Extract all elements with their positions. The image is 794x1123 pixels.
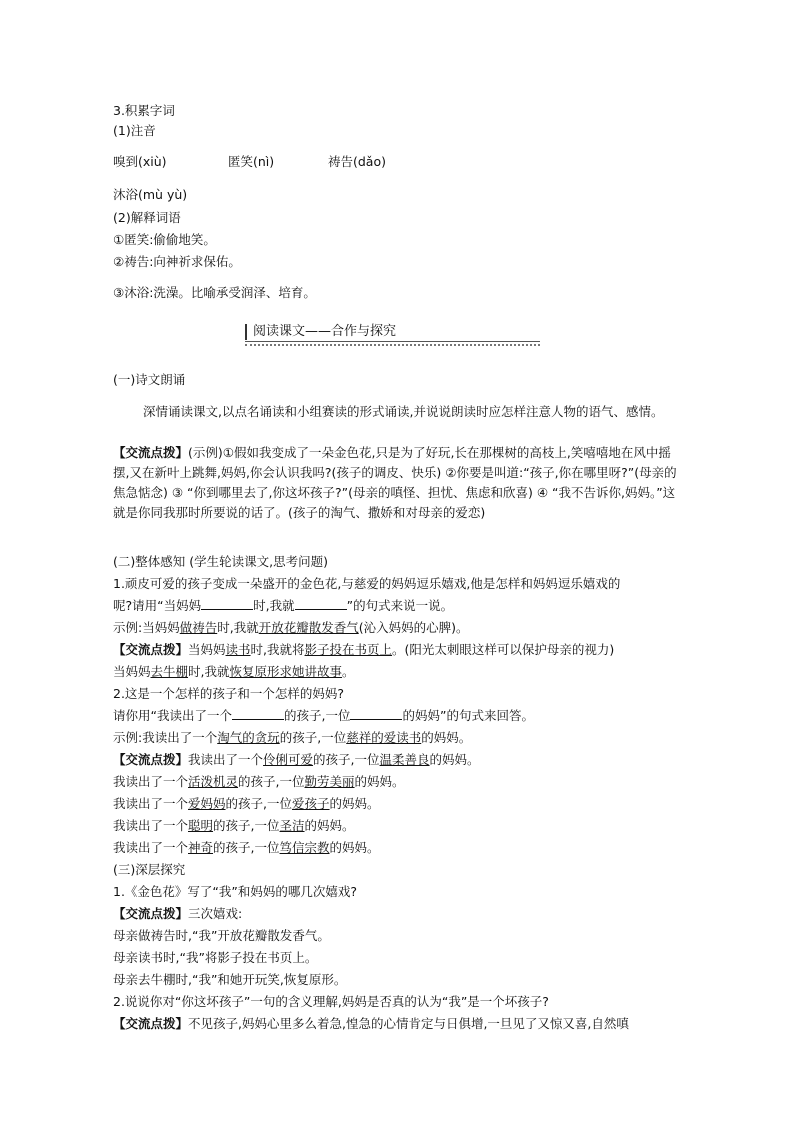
underlined-answer: 神奇	[188, 840, 214, 855]
section-header	[245, 322, 540, 346]
section-header-bar	[245, 324, 247, 340]
part3-tip1	[113, 905, 242, 923]
underlined-answer: 淘气的贪玩	[217, 730, 280, 745]
text: 我读出了一个	[188, 752, 264, 767]
text: 我读出了一个	[113, 796, 189, 811]
underlined-answer: 笃信宗教	[279, 840, 330, 855]
text: 当妈妈	[188, 642, 226, 657]
fill-blank	[232, 707, 284, 720]
text: 呢?请用“当妈妈	[113, 598, 202, 613]
part2-example2	[113, 729, 471, 747]
text: 的孩子,一位	[279, 730, 347, 745]
text: 的妈妈。	[354, 774, 405, 789]
section-title: 阅读课文——合作与探究	[253, 324, 397, 339]
definition-2: ②祷告:向神祈求保佑。	[113, 254, 241, 269]
underlined-answer: 爱孩子	[292, 796, 330, 811]
part3-q2: 2.说说你对“你这坏孩子”一句的含义理解,妈妈是否真的认为“我”是一个坏孩子?	[113, 994, 549, 1009]
part2-tip-line2	[113, 663, 355, 681]
section-dotted-rule	[245, 344, 540, 346]
text: 。	[342, 664, 355, 679]
fill-blank	[201, 597, 253, 610]
part3-title: (三)深层探究	[113, 862, 186, 877]
underlined-answer: 伶俐可爱	[263, 752, 314, 767]
text: 时,我就	[217, 620, 259, 635]
text: 的孩子,一位	[225, 796, 293, 811]
part2-tip-line1	[113, 641, 614, 659]
pinyin-word-1: 嗅到(xiù)	[113, 154, 167, 169]
heading-accumulate-words: 3.积累字词	[113, 103, 175, 118]
part3-play-1: 母亲做祷告时,“我”开放花瓣散发香气。	[113, 928, 330, 943]
text: 示例:当妈妈	[113, 620, 180, 635]
text: 请你用“我读出了一个	[113, 708, 232, 723]
text: 的妈妈。	[329, 796, 380, 811]
fill-blank	[350, 707, 402, 720]
definition-1: ①匿笑:偷偷地笑。	[113, 232, 216, 247]
text: 时,我就将	[250, 642, 305, 657]
part2-tip2-line3	[113, 795, 380, 813]
definition-3: ③沐浴:洗澡。比喻承受润泽、培育。	[113, 285, 316, 300]
subheading-pinyin: (1)注音	[113, 123, 156, 138]
underlined-answer: 开放花瓣散发香气	[258, 620, 359, 635]
underlined-answer: 活泼机灵	[188, 774, 239, 789]
part1-tip	[113, 443, 683, 523]
text: 。(阳光太刺眼这样可以保护母亲的视力)	[392, 642, 615, 657]
pinyin-word-3: 祷告(dǎo)	[328, 154, 386, 169]
tip-label: 【交流点拨】	[113, 1016, 189, 1031]
part2-tip2-line1	[113, 751, 480, 769]
part3-tip2	[113, 1015, 629, 1033]
part2-q1-line2	[113, 597, 453, 615]
text: 的孩子,一位	[313, 752, 380, 767]
underlined-answer: 做祷告	[179, 620, 218, 635]
part2-example1	[113, 619, 469, 637]
part1-title: (一)诗文朗诵	[113, 372, 186, 387]
text: 我读出了一个	[113, 840, 189, 855]
fill-blank	[295, 597, 347, 610]
part2-q2: 2.这是一个怎样的孩子和一个怎样的妈妈?	[113, 686, 345, 701]
text: 的孩子,一位	[283, 708, 351, 723]
text: 的孩子,一位	[213, 818, 280, 833]
text: 三次嬉戏:	[188, 906, 243, 921]
underlined-answer: 温柔善良	[379, 752, 430, 767]
part1-intro: 深情诵读课文,以点名诵读和小组赛读的形式诵读,并说说朗读时应怎样注意人物的语气、感情。	[143, 404, 664, 419]
tip-label: 【交流点拨】	[113, 752, 189, 767]
part3-play-3: 母亲去牛棚时,“我”和她开玩笑,恢复原形。	[113, 972, 347, 987]
pinyin-word-2: 匿笑(nì)	[228, 154, 275, 169]
subheading-definitions: (2)解释词语	[113, 210, 181, 225]
text: 不见孩子,妈妈心里多么着急,惶急的心情肯定与日俱增,一旦见了又惊又喜,自然嗔	[188, 1016, 629, 1031]
underlined-answer: 勤劳美丽	[304, 774, 355, 789]
text: 的孩子,一位	[238, 774, 305, 789]
text: 时,我就	[253, 598, 295, 613]
part2-tip2-line5	[113, 839, 380, 857]
underlined-answer: 影子投在书页上	[304, 642, 393, 657]
text: 的妈妈”的句式来回答。	[402, 708, 534, 723]
part2-q2-line2	[113, 707, 534, 725]
underlined-answer: 慈祥的爱读书	[346, 730, 422, 745]
text: 的妈妈。	[329, 840, 380, 855]
text: 的妈妈。	[421, 730, 472, 745]
text: 的妈妈。	[429, 752, 480, 767]
tip-label: 【交流点拨】	[113, 906, 189, 921]
text: 我读出了一个	[113, 818, 189, 833]
part2-q1-line1: 1.顽皮可爱的孩子变成一朵盛开的金色花,与慈爱的妈妈逗乐嬉戏,他是怎样和妈妈逗乐嬉戏的	[113, 576, 621, 591]
text: (沁入妈妈的心脾)。	[358, 620, 469, 635]
text: 时,我就	[188, 664, 230, 679]
part3-play-2: 母亲读书时,“我”将影子投在书页上。	[113, 950, 318, 965]
part2-title: (二)整体感知 (学生轮读课文,思考问题)	[113, 554, 328, 569]
part2-tip2-line4	[113, 817, 355, 835]
pinyin-word-4: 沐浴(mù yù)	[113, 187, 188, 202]
text: 的妈妈。	[304, 818, 355, 833]
text: 我读出了一个	[113, 774, 189, 789]
part1-tip-text: (示例)①假如我变成了一朵金色花,只是为了好玩,长在那棵树的高枝上,笑嘻嘻地在风中摇摆,又在新叶上跳舞,妈妈,你会认识我吗?(孩子的调皮、快乐) ②你要是叫道:“孩子,你在哪里呀?”(母亲的焦急惦念) ③ “你到哪里去了,你这坏孩子?”(母亲的嗔怪、担忧、焦虑和欣喜) ④ “我不告诉你,妈妈。”这就是你同我那时所要说的话了。(孩子的淘气、撒娇和对母亲的爱恋)	[113, 445, 677, 520]
underlined-answer: 去牛棚	[150, 664, 189, 679]
tip-label: 【交流点拨】	[113, 642, 189, 657]
tip-label: 【交流点拨】	[113, 445, 189, 460]
part3-q1: 1.《金色花》写了“我”和妈妈的哪几次嬉戏?	[113, 884, 358, 899]
text: 当妈妈	[113, 664, 151, 679]
text: ”的句式来说一说。	[346, 598, 454, 613]
underlined-answer: 聪明	[188, 818, 214, 833]
underlined-answer: 恢复原形求她讲故事	[229, 664, 343, 679]
text: 的孩子,一位	[213, 840, 280, 855]
section-rule	[245, 341, 540, 342]
underlined-answer: 读书	[225, 642, 251, 657]
part2-tip2-line2	[113, 773, 405, 791]
text: 示例:我读出了一个	[113, 730, 218, 745]
underlined-answer: 圣洁	[279, 818, 305, 833]
underlined-answer: 爱妈妈	[188, 796, 226, 811]
